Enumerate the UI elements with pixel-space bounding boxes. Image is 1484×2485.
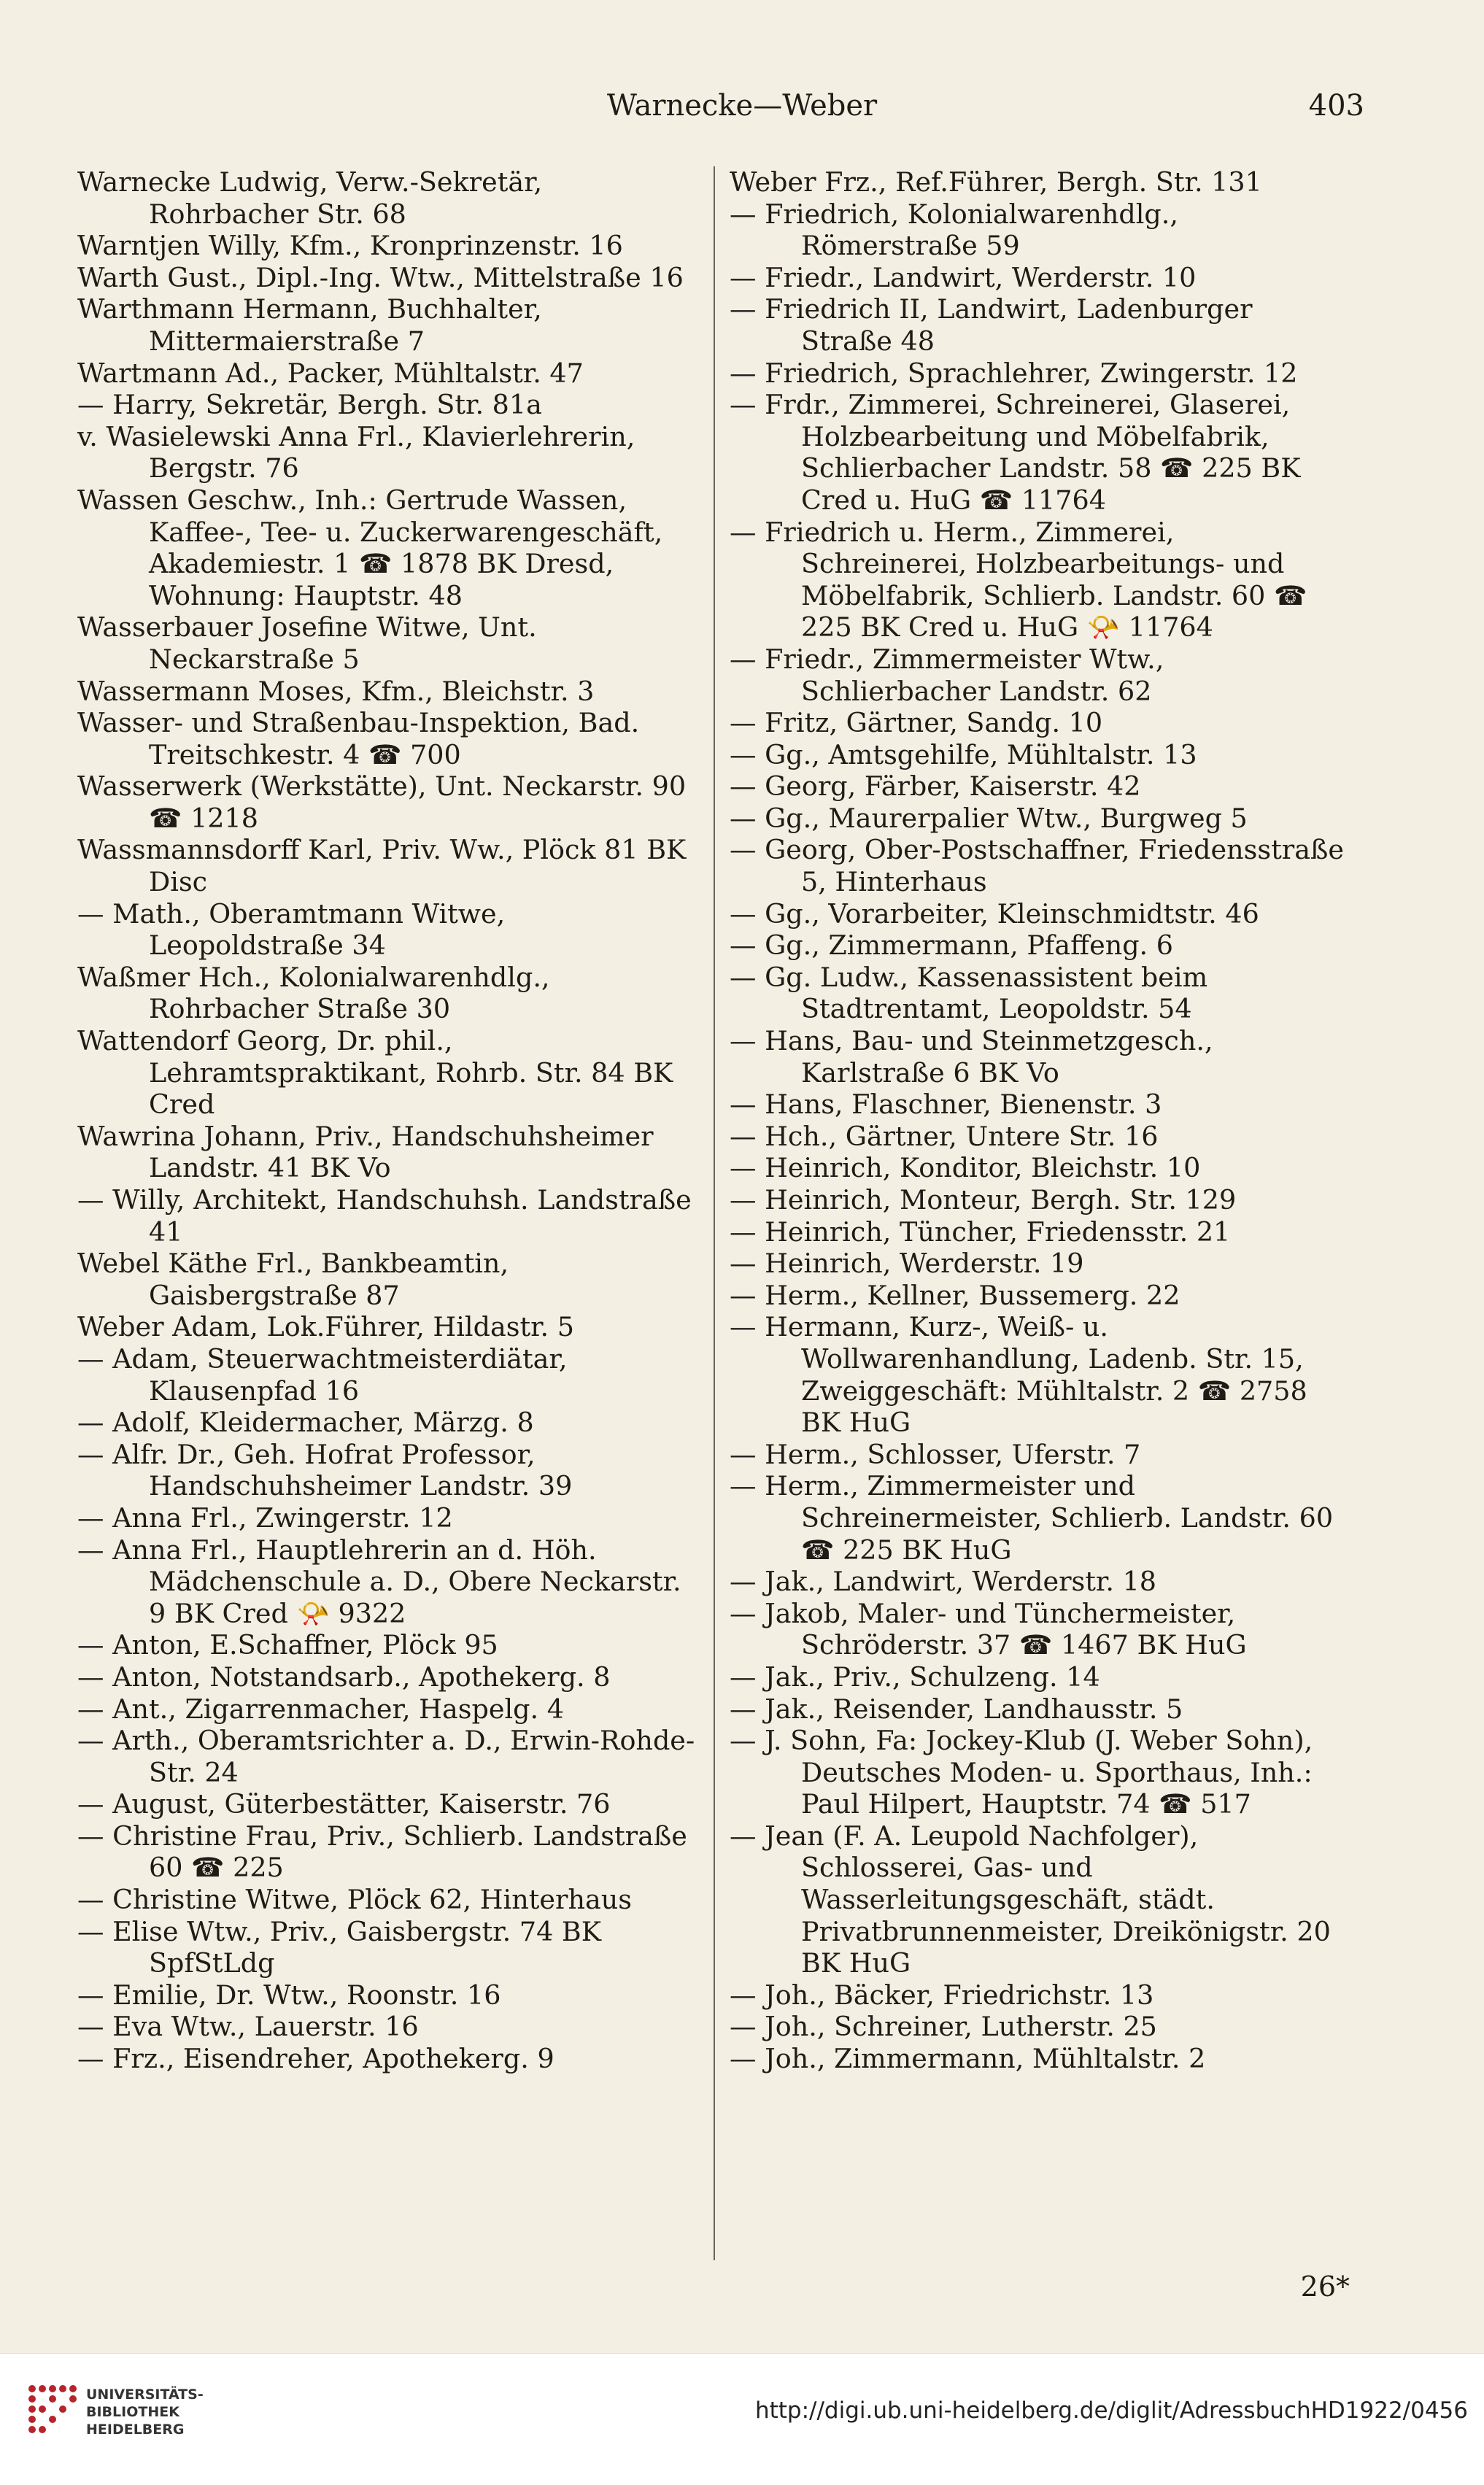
page-header — [73, 89, 1411, 133]
directory-entry: — Jak., Priv., Schulzeng. 14 — [730, 1661, 1100, 1693]
directory-entry: — Hans, Flaschner, Bienenstr. 3 — [730, 1089, 1162, 1121]
directory-entry: — Emilie, Dr. Wtw., Roonstr. 16 — [77, 1979, 501, 2011]
library-name — [86, 2386, 204, 2438]
directory-entry: Webel Käthe Frl., Bankbeamtin, Gaisbergstraße 87 — [77, 1248, 509, 1311]
directory-entry: — Joh., Bäcker, Friedrichstr. 13 — [730, 1979, 1154, 2011]
directory-entry: — Friedrich II, Landwirt, Ladenburger Straße 48 — [730, 293, 1253, 357]
directory-entry: — Math., Oberamtmann Witwe, Leopoldstraße 34 — [77, 897, 506, 962]
directory-entry: — Ant., Zigarrenmacher, Haspelg. 4 — [77, 1693, 564, 1725]
directory-entry: — Herm., Kellner, Bussemerg. 22 — [730, 1279, 1180, 1311]
directory-entry: — Friedr., Landwirt, Werderstr. 10 — [730, 261, 1197, 293]
directory-entry: Wawrina Johann, Priv., Handschuhsheimer Landstr. 41 BK Vo — [77, 1120, 654, 1184]
directory-entry: Wasserwerk (Werkstätte), Unt. Neckarstr. 90 ☎ 1218 — [77, 770, 687, 834]
directory-entry: — Alfr. Dr., Geh. Hofrat Professor, Handschuhsheimer Landstr. 39 — [77, 1438, 573, 1502]
left-column — [77, 166, 696, 2075]
directory-entry: — Hans, Bau- und Steinmetzgesch., Karlstraße 6 BK Vo — [730, 1025, 1213, 1089]
directory-entry: — Georg, Färber, Kaiserstr. 42 — [730, 770, 1141, 803]
directory-entry: Warth Gust., Dipl.-Ing. Wtw., Mittelstraße 16 — [77, 261, 684, 293]
directory-entry: — Christine Witwe, Plöck 62, Hinterhaus — [77, 1884, 632, 1916]
signature-mark: 26* — [1300, 2270, 1350, 2303]
library-name-line: BIBLIOTHEK — [86, 2404, 179, 2420]
directory-entry: — Friedrich u. Herm., Zimmerei, Schreinerei, Holzbearbeitungs- und Möbelfabrik, Schlierb. Landstr. 60 ☎ 225 BK Cred u. HuG 📯 11764 — [730, 516, 1307, 644]
directory-entry: Wartmann Ad., Packer, Mühltalstr. 47 — [77, 357, 584, 389]
directory-entry: — Jean (F. A. Leupold Nachfolger), Schlosserei, Gas- und Wasserleitungsgeschäft, städt. Privatbrunnenmeister, Dreikönigstr. 20 BK HuG — [730, 1820, 1331, 1979]
directory-entry: — Georg, Ober-Postschaffner, Friedensstraße 5, Hinterhaus — [730, 834, 1344, 898]
directory-entry: — Joh., Zimmermann, Mühltalstr. 2 — [730, 2043, 1206, 2075]
directory-entry: — Jak., Landwirt, Werderstr. 18 — [730, 1566, 1157, 1598]
library-logo-icon — [25, 2381, 82, 2438]
page-number: 403 — [1308, 89, 1364, 123]
directory-entry: — Gg., Maurerpalier Wtw., Burgweg 5 — [730, 802, 1248, 834]
directory-entry: — Anna Frl., Zwingerstr. 12 — [77, 1502, 453, 1534]
directory-entry: Wasser- und Straßenbau-Inspektion, Bad. Treitschkestr. 4 ☎ 700 — [77, 707, 640, 770]
directory-entry: — Hch., Gärtner, Untere Str. 16 — [730, 1120, 1159, 1152]
directory-entry: — Joh., Schreiner, Lutherstr. 25 — [730, 2011, 1157, 2043]
directory-entry: — Herm., Zimmermeister und Schreinermeister, Schlierb. Landstr. 60 ☎ 225 BK HuG — [730, 1470, 1334, 1566]
directory-entry: Wassmannsdorff Karl, Priv. Ww., Plöck 81 BK Disc — [77, 834, 687, 898]
directory-entry: — Heinrich, Konditor, Bleichstr. 10 — [730, 1152, 1201, 1184]
directory-entry: Wassermann Moses, Kfm., Bleichstr. 3 — [77, 675, 595, 707]
directory-entry: — Anton, Notstandsarb., Apothekerg. 8 — [77, 1661, 611, 1693]
directory-entry: Weber Adam, Lok.Führer, Hildastr. 5 — [77, 1311, 574, 1343]
directory-entry: Wasserbauer Josefine Witwe, Unt. Neckarstraße 5 — [77, 611, 537, 675]
directory-entry: — Friedr., Zimmermeister Wtw., Schlierbacher Landstr. 62 — [730, 643, 1164, 707]
digitization-footer — [0, 2353, 1484, 2485]
directory-entry: — Gg. Ludw., Kassenassistent beim Stadtrentamt, Leopoldstr. 54 — [730, 961, 1208, 1025]
directory-entry: Weber Frz., Ref.Führer, Bergh. Str. 131 — [730, 166, 1262, 198]
directory-entry: — Anna Frl., Hauptlehrerin an d. Höh. Mädchenschule a. D., Obere Neckarstr. 9 BK Cred 📯 9322 — [77, 1534, 681, 1629]
right-column — [730, 166, 1348, 2075]
directory-entry: — Frz., Eisendreher, Apothekerg. 9 — [77, 2043, 554, 2075]
directory-entry: — Christine Frau, Priv., Schlierb. Landstraße 60 ☎ 225 — [77, 1820, 687, 1884]
directory-entry: — Adolf, Kleidermacher, Märzg. 8 — [77, 1407, 534, 1439]
directory-entry: — Heinrich, Monteur, Bergh. Str. 129 — [730, 1184, 1237, 1216]
directory-entry: — Herm., Schlosser, Uferstr. 7 — [730, 1438, 1141, 1470]
directory-entry: — Frdr., Zimmerei, Schreinerei, Glaserei, Holzbearbeitung und Möbelfabrik, Schlierbacher Landstr. 58 ☎ 225 BK Cred u. HuG ☎ 11764 — [730, 389, 1301, 516]
directory-entry: Wassen Geschw., Inh.: Gertrude Wassen, Kaffee-, Tee- u. Zuckerwarengeschäft, Akademiestr. 1 ☎ 1878 BK Dresd, Wohnung: Hauptstr. 48 — [77, 484, 663, 611]
directory-entry: Waßmer Hch., Kolonialwarenhdlg., Rohrbacher Straße 30 — [77, 961, 550, 1025]
directory-entry: Warnecke Ludwig, Verw.-Sekretär, Rohrbacher Str. 68 — [77, 166, 543, 230]
directory-entry: — August, Güterbestätter, Kaiserstr. 76 — [77, 1788, 611, 1820]
directory-entry: — Friedrich, Sprachlehrer, Zwingerstr. 12 — [730, 357, 1298, 389]
library-name-line: HEIDELBERG — [86, 2422, 185, 2438]
directory-entry: — Gg., Zimmermann, Pfaffeng. 6 — [730, 930, 1173, 962]
directory-entry: — Heinrich, Tüncher, Friedensstr. 21 — [730, 1216, 1231, 1248]
source-url[interactable]: http://digi.ub.uni-heidelberg.de/diglit/AdressbuchHD1922/0456 — [754, 2397, 1468, 2424]
directory-entry: — Willy, Architekt, Handschuhsh. Landstraße 41 — [77, 1184, 692, 1248]
directory-entry: — Heinrich, Werderstr. 19 — [730, 1248, 1084, 1280]
directory-entry: — Adam, Steuerwachtmeisterdiätar, Klausenpfad 16 — [77, 1342, 568, 1407]
directory-entry: — Eva Wtw., Lauerstr. 16 — [77, 2011, 419, 2043]
directory-entry: — Jakob, Maler- und Tünchermeister, Schröderstr. 37 ☎ 1467 BK HuG — [730, 1597, 1247, 1661]
directory-entry: — Anton, E.Schaffner, Plöck 95 — [77, 1629, 498, 1661]
library-name-line: UNIVERSITÄTS- — [86, 2387, 204, 2403]
directory-entry: v. Wasielewski Anna Frl., Klavierlehrerin, Bergstr. 76 — [77, 420, 635, 484]
directory-entry: — Jak., Reisender, Landhausstr. 5 — [730, 1693, 1183, 1725]
running-title: Warnecke—Weber — [606, 89, 878, 123]
directory-entry: Warthmann Hermann, Buchhalter, Mittermaierstraße 7 — [77, 293, 542, 357]
directory-entry: — Friedrich, Kolonialwarenhdlg., Römerstraße 59 — [730, 198, 1178, 262]
directory-entry: — Arth., Oberamtsrichter a. D., Erwin-Rohde-Str. 24 — [77, 1725, 695, 1788]
directory-entry: — Elise Wtw., Priv., Gaisbergstr. 74 BK SpfStLdg — [77, 1915, 601, 1979]
directory-entry: — Harry, Sekretär, Bergh. Str. 81a — [77, 389, 542, 421]
column-divider — [714, 166, 715, 2260]
directory-entry: — Fritz, Gärtner, Sandg. 10 — [730, 707, 1103, 739]
directory-entry: Warntjen Willy, Kfm., Kronprinzenstr. 16 — [77, 230, 623, 262]
directory-entry: — Hermann, Kurz-, Weiß- u. Wollwarenhandlung, Ladenb. Str. 15, Zweiggeschäft: Mühltalstr. 2 ☎ 2758 BK HuG — [730, 1311, 1307, 1439]
directory-entry: Wattendorf Georg, Dr. phil., Lehramtspraktikant, Rohrb. Str. 84 BK Cred — [77, 1025, 673, 1121]
directory-entry: — Gg., Amtsgehilfe, Mühltalstr. 13 — [730, 738, 1197, 770]
directory-entry: — J. Sohn, Fa: Jockey-Klub (J. Weber Sohn), Deutsches Moden- u. Sporthaus, Inh.: Paul Hilpert, Hauptstr. 74 ☎ 517 — [730, 1725, 1313, 1820]
directory-entry: — Gg., Vorarbeiter, Kleinschmidtstr. 46 — [730, 897, 1259, 930]
